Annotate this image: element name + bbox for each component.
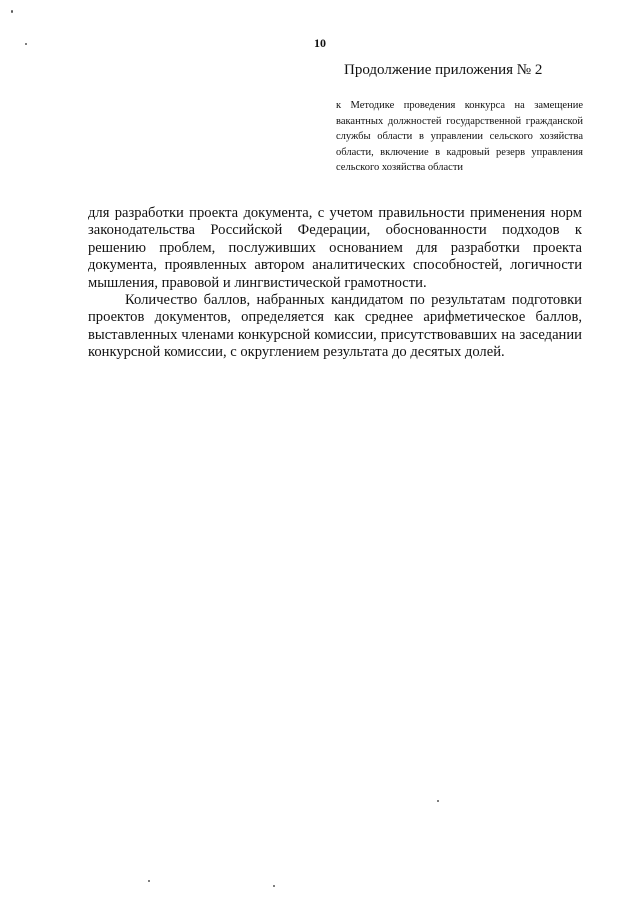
page-number: 10 xyxy=(314,36,326,50)
appendix-subtitle: к Методике проведения конкурса на замещение вакантных должностей государственной гражданской службы области в управлении сельского хозяйства области, включение в кадровый резерв управления сельского хозяйства области xyxy=(336,100,583,174)
scan-speck-right xyxy=(437,800,439,802)
scan-speck-top-left xyxy=(11,10,13,13)
appendix-title: Продолжение приложения № 2 xyxy=(344,62,543,78)
paragraph-continuation: для разработки проекта документа, с учетом правильности применения норм законодательства Российской Федерации, обоснованности подходов к решению проблем, послуживших основанием для разработки проекта документа, проявленных автором аналитических способностей, логичности мышления, правовой и лингвистической грамотности. xyxy=(88,205,582,291)
scan-speck-bottom xyxy=(148,880,150,882)
scan-speck-bottom-2 xyxy=(273,885,275,887)
paragraph-score-calculation: Количество баллов, набранных кандидатом по результатам подготовки проектов документов, определяется как среднее арифметическое баллов, выставленных членами конкурсной комиссии, присутствовавших на заседании конкурсной комиссии, с округлением результата до десятых долей. xyxy=(88,292,582,361)
body-text xyxy=(88,205,582,362)
